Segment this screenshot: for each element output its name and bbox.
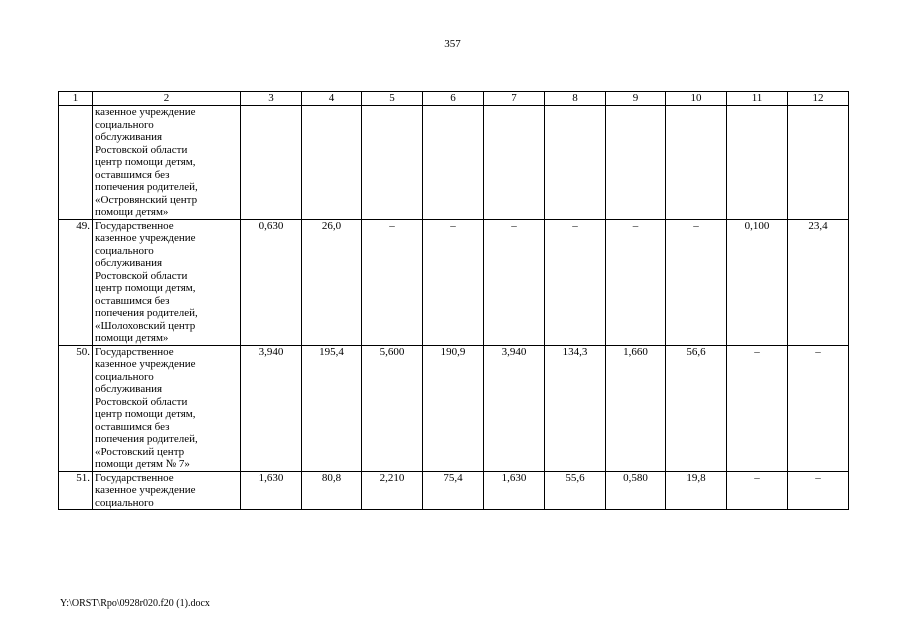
institution-name-line: попечения родителей,	[95, 307, 198, 319]
header-col-2: 2	[93, 92, 241, 106]
header-col-1: 1	[59, 92, 93, 106]
value-cell-col-5: 5,600	[362, 345, 423, 471]
institution-name-line: Ростовской области	[95, 143, 188, 156]
institution-name-line: Государственное	[95, 345, 174, 358]
value-cell-col-6: –	[423, 219, 484, 345]
table-row	[59, 345, 849, 471]
value-cell-col-3: 0,630	[241, 219, 302, 345]
institution-name-line: казенное учреждение	[95, 484, 196, 496]
institution-name-line: обслуживания	[95, 383, 163, 395]
institution-name-line: обслуживания	[95, 257, 163, 269]
institution-name-line: «Шолоховский центр	[95, 319, 196, 332]
value-cell-col-6: 190,9	[423, 345, 484, 471]
header-col-10: 10	[666, 92, 727, 106]
institution-name-line: Государственное	[95, 219, 174, 232]
row-number: 49.	[59, 219, 93, 345]
header-col-4: 4	[302, 92, 362, 106]
institution-name-line: оставшимся без	[95, 420, 170, 433]
value-cell-col-10: 56,6	[666, 345, 727, 471]
institution-name-line: Ростовской области	[95, 395, 188, 408]
table-row	[59, 106, 849, 220]
value-cell-col-8	[545, 106, 606, 220]
data-table	[58, 91, 849, 510]
institution-name-line: социального	[95, 244, 154, 257]
institution-name-line: оставшимся без	[95, 294, 170, 307]
table-row	[59, 219, 849, 345]
value-cell-col-7	[484, 106, 545, 220]
institution-name-line: Ростовской области	[95, 269, 188, 282]
institution-name-cell	[93, 345, 241, 471]
value-cell-col-3	[241, 106, 302, 220]
institution-name-line: центр помощи детям,	[95, 282, 196, 294]
page-number: 357	[444, 38, 461, 50]
value-cell-col-9: 1,660	[606, 345, 666, 471]
value-cell-col-10: 19,8	[666, 471, 727, 510]
institution-name-cell	[93, 219, 241, 345]
header-col-9: 9	[606, 92, 666, 106]
header-col-8: 8	[545, 92, 606, 106]
value-cell-col-3: 3,940	[241, 345, 302, 471]
value-cell-col-7: 1,630	[484, 471, 545, 510]
value-cell-col-3: 1,630	[241, 471, 302, 510]
header-row	[59, 92, 849, 106]
institution-name-line: Государственное	[95, 471, 174, 484]
value-cell-col-12: –	[788, 345, 849, 471]
value-cell-col-11: –	[727, 345, 788, 471]
header-col-6: 6	[423, 92, 484, 106]
value-cell-col-10: –	[666, 219, 727, 345]
institution-name-line: попечения родителей,	[95, 433, 198, 445]
value-cell-col-9	[606, 106, 666, 220]
institution-name-line: казенное учреждение	[95, 232, 196, 244]
institution-name-line: центр помощи детям,	[95, 408, 196, 420]
value-cell-col-9: 0,580	[606, 471, 666, 510]
institution-name-line: оставшимся без	[95, 168, 170, 181]
institution-name-line: обслуживания	[95, 131, 163, 143]
value-cell-col-4	[302, 106, 362, 220]
value-cell-col-4: 195,4	[302, 345, 362, 471]
value-cell-col-7: 3,940	[484, 345, 545, 471]
institution-name-line: «Ростовский центр	[95, 445, 185, 458]
value-cell-col-5	[362, 106, 423, 220]
value-cell-col-8: 55,6	[545, 471, 606, 510]
value-cell-col-12: –	[788, 471, 849, 510]
institution-name-line: социального	[95, 496, 154, 509]
institution-name-line: социального	[95, 118, 154, 131]
row-number	[59, 106, 93, 220]
institution-name-line: казенное учреждение	[95, 358, 196, 370]
value-cell-col-7: –	[484, 219, 545, 345]
value-cell-col-5: 2,210	[362, 471, 423, 510]
header-col-5: 5	[362, 92, 423, 106]
value-cell-col-12	[788, 106, 849, 220]
value-cell-col-6	[423, 106, 484, 220]
institution-name-line: центр помощи детям,	[95, 156, 196, 168]
value-cell-col-8: 134,3	[545, 345, 606, 471]
value-cell-col-9: –	[606, 219, 666, 345]
row-number: 51.	[59, 471, 93, 510]
value-cell-col-11: –	[727, 471, 788, 510]
value-cell-col-12: 23,4	[788, 219, 849, 345]
value-cell-col-10	[666, 106, 727, 220]
institution-name-line: попечения родителей,	[95, 181, 198, 193]
institution-name-line: «Островянский центр	[95, 193, 198, 206]
header-col-11: 11	[727, 92, 788, 106]
institution-name-line: помощи детям»	[95, 332, 169, 344]
institution-name-line: социального	[95, 370, 154, 383]
value-cell-col-8: –	[545, 219, 606, 345]
footer-file-path: Y:\ORST\Rpo\0928r020.f20 (1).docx	[60, 598, 210, 609]
value-cell-col-6: 75,4	[423, 471, 484, 510]
value-cell-col-5: –	[362, 219, 423, 345]
header-col-12: 12	[788, 92, 849, 106]
institution-name-line: помощи детям»	[95, 206, 169, 218]
institution-name-line: помощи детям № 7»	[95, 458, 190, 470]
value-cell-col-4: 80,8	[302, 471, 362, 510]
institution-name-cell	[93, 471, 241, 510]
value-cell-col-11: 0,100	[727, 219, 788, 345]
value-cell-col-11	[727, 106, 788, 220]
row-number: 50.	[59, 345, 93, 471]
table-row	[59, 471, 849, 510]
institution-name-cell	[93, 106, 241, 220]
header-col-7: 7	[484, 92, 545, 106]
header-col-3: 3	[241, 92, 302, 106]
institution-name-line: казенное учреждение	[95, 106, 196, 118]
value-cell-col-4: 26,0	[302, 219, 362, 345]
